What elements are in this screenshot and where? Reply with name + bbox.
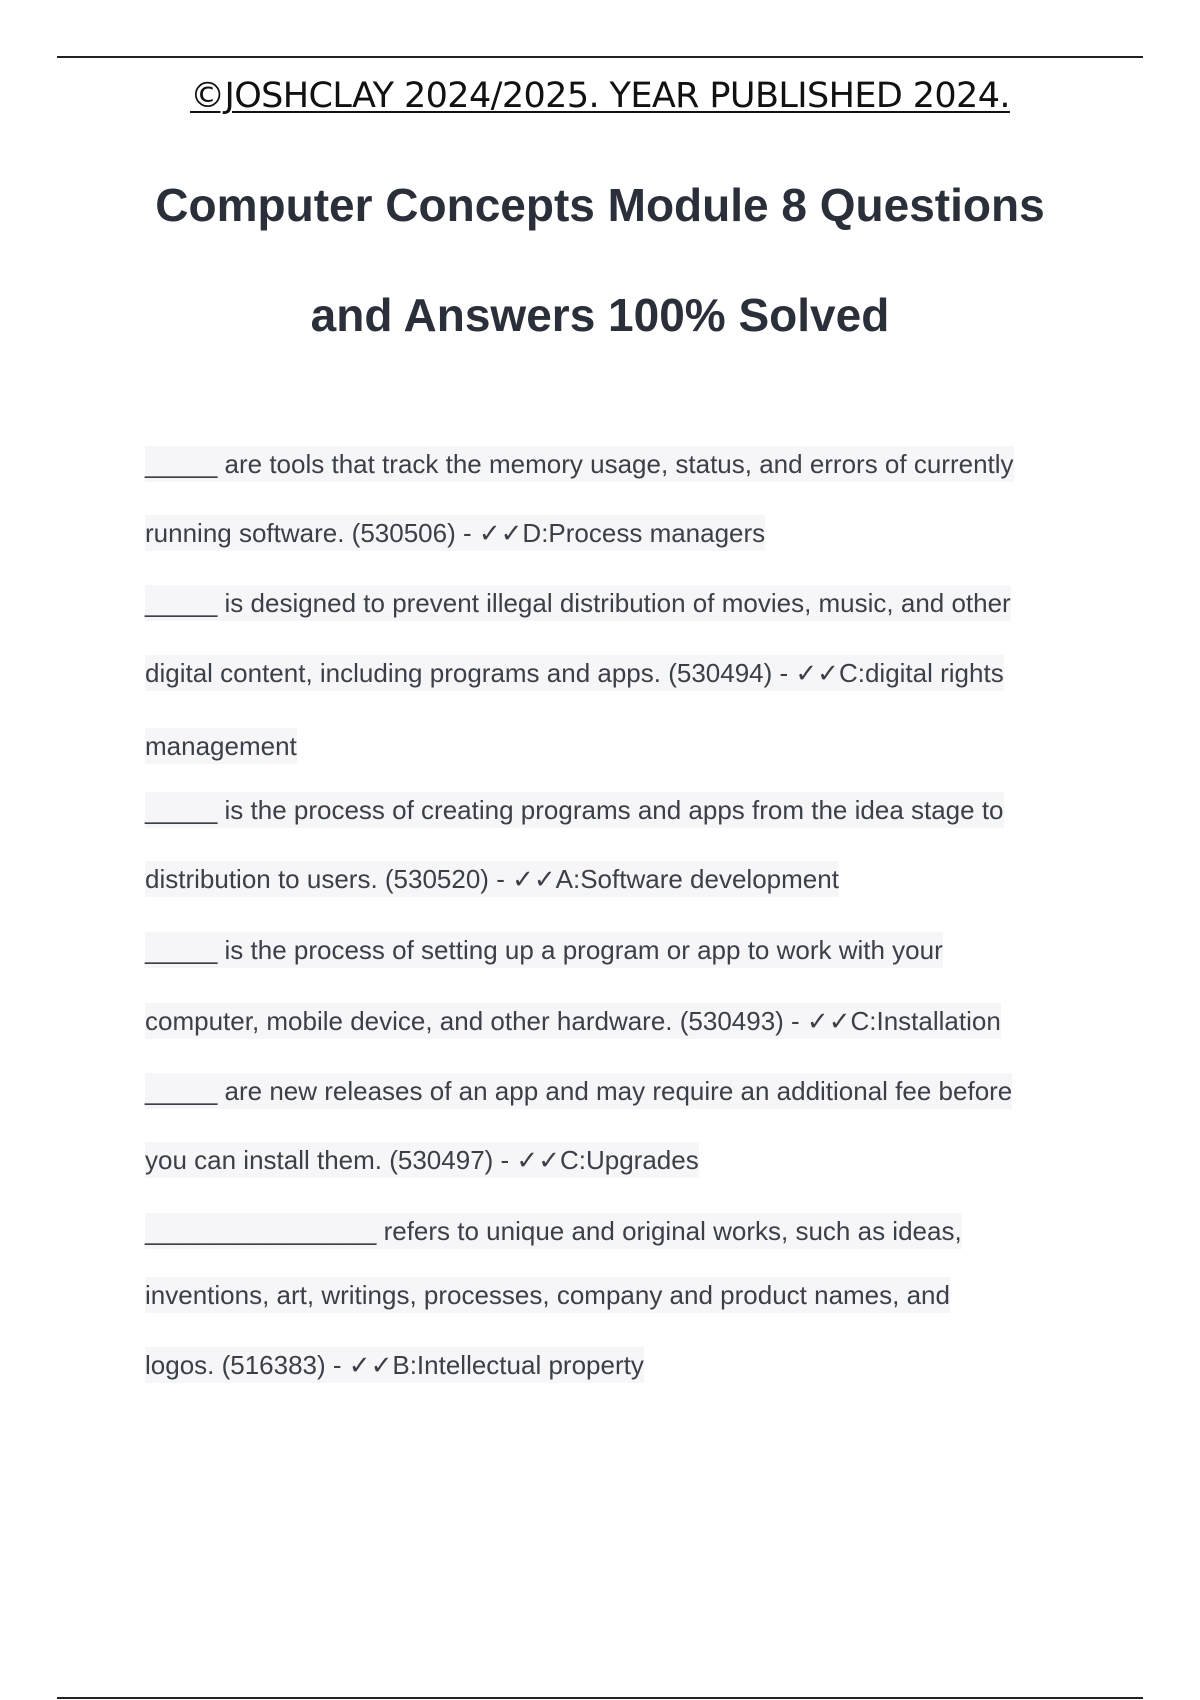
qa-2-line-3: management: [145, 728, 297, 764]
qa-3-line-1: _____ is the process of creating programs and apps from the idea stage to: [145, 792, 1004, 828]
copyright-header: [0, 76, 1200, 116]
qa-1-line-2: running software. (530506) - ✓✓D:Process managers: [145, 515, 765, 551]
qa-4-line-1: _____ is the process of setting up a program or app to work with your: [145, 932, 943, 968]
document-title: [0, 150, 1200, 370]
qa-1-line-1: _____ are tools that track the memory usage, status, and errors of currently: [145, 446, 1014, 482]
qa-5-line-2: you can install them. (530497) - ✓✓C:Upgrades: [145, 1142, 699, 1178]
qa-4-line-2: computer, mobile device, and other hardware. (530493) - ✓✓C:Installation: [145, 1003, 1001, 1039]
bottom-rule: [57, 1697, 1143, 1699]
copyright-text: ©JOSHCLAY 2024/2025. YEAR PUBLISHED 2024.: [190, 76, 1010, 116]
qa-6-line-3: logos. (516383) - ✓✓B:Intellectual property: [145, 1347, 644, 1383]
title-line-1: Computer Concepts Module 8 Questions: [155, 179, 1045, 231]
qa-6-line-2: inventions, art, writings, processes, company and product names, and: [145, 1277, 950, 1313]
qa-3-line-2: distribution to users. (530520) - ✓✓A:Software development: [145, 861, 839, 897]
qa-2-line-2: digital content, including programs and apps. (530494) - ✓✓C:digital rights: [145, 655, 1004, 691]
top-rule: [57, 56, 1143, 58]
title-line-2: and Answers 100% Solved: [310, 289, 890, 341]
qa-5-line-1: _____ are new releases of an app and may require an additional fee before: [145, 1073, 1012, 1109]
qa-6-line-1: ________________ refers to unique and original works, such as ideas,: [145, 1213, 962, 1249]
qa-2-line-1: _____ is designed to prevent illegal distribution of movies, music, and other: [145, 585, 1011, 621]
